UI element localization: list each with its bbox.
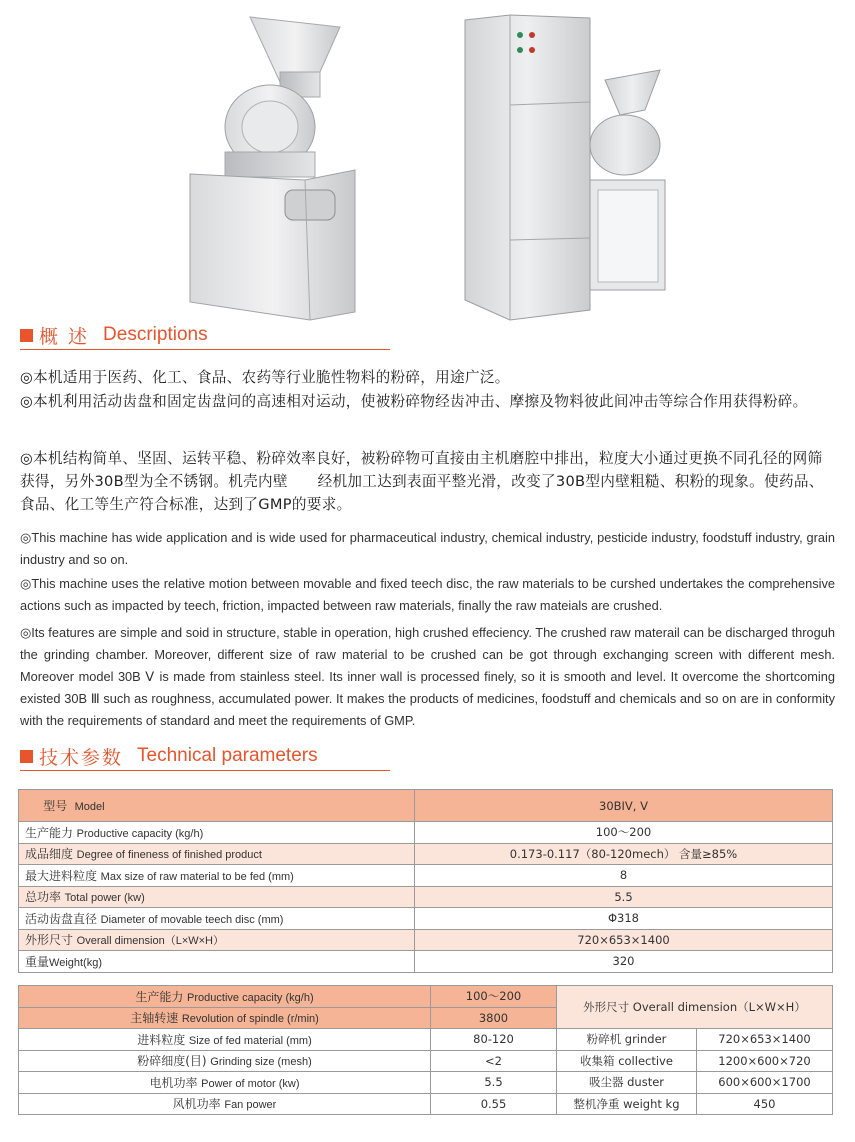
table-row [19,1050,833,1072]
descriptions-heading [20,320,208,350]
table-cell-label: 外形尺寸 Overall dimension（L×W×H） [19,929,415,951]
table-cell-label: 活动齿盘直径 Diameter of movable teech disc (mm) [19,908,415,930]
table-cell-value: 80-120 [431,1029,557,1051]
table-row [19,822,833,844]
table-row [19,1093,833,1115]
grinder-cabinet-illustration [450,10,675,330]
technical-heading [20,741,318,771]
dimension-label: 吸尘器 duster [557,1072,697,1094]
dimension-label: 整机净重 weight kg [557,1093,697,1115]
table-cell-value: 30BIV, V [415,790,833,822]
descriptions-divider [20,349,390,350]
technical-heading-en: Technical parameters [137,745,318,766]
grinder-illustration [170,12,370,327]
description-paragraph-en-3: ◎Its features are simple and soid in structure, stable in operation, high crushed effeciency. The crushed raw materail can be discharged throguh the grinding chamber. Moreover, different size of raw material to be crushed can be got through exchanging screen with different mesh. Moreover model 30B Ⅴ is made from stainless steel. Its inner wall is processed finely, so it is smooth and level. It overcome the shortcoming existed 30B Ⅲ such as roughness, accumulated power. It makes the products of medicines, foodstuff and chemicals and so on are in conformity with the requirements of standard and meet the requirements of GMP. [20,625,835,728]
table-cell-value: 0.173-0.117（80-120mech） 含量≥85% [415,843,833,865]
table-cell-label: 进料粒度 Size of fed material (mm) [19,1029,431,1051]
table-row [19,865,833,887]
table-cell-value: 320 [415,951,833,973]
table-cell-label: 生产能力 Productive capacity (kg/h) [19,822,415,844]
table-cell-value: 100～200 [415,822,833,844]
table-row [19,929,833,951]
description-paragraph-en-2: ◎This machine uses the relative motion between movable and fixed teech disc, the raw materials to be curshed undertakes the comprehensive actions such as impacted by teech, friction, impacted between raw materials, finally the raw mateials are crushed. [20,576,835,613]
table-row [19,843,833,865]
spec-table-single [18,789,833,973]
table-cell-value: <2 [431,1050,557,1072]
table-row [19,1072,833,1094]
table-row [19,951,833,973]
table-cell-label: 主轴转速 Revolution of spindle (r/min) [19,1007,431,1029]
description-paragraph-cn-3: ◎本机结构简单、坚固、运转平稳、粉碎效率良好，被粉碎物可直接由主机磨腔中排出，粒度大小通过更换不同孔径的网筛获得，另外30B型为全不锈钢。机壳内壁 经机加工达到表面平整光滑，改变了30B型内壁粗糙、积粉的现象。使药品、食品、化工等生产符合标准，达到了GMP的要求。 [20,450,824,513]
table-cell-value: 5.5 [431,1072,557,1094]
table-cell-value: 5.5 [415,886,833,908]
heading-square-icon [20,329,33,342]
table-cell-label: 最大进料粒度 Max size of raw material to be fed (mm) [19,865,415,887]
grinder-with-collector-photo [450,10,675,330]
table-row [19,986,833,1008]
dimension-header: 外形尺寸 Overall dimension（L×W×H） [557,986,833,1029]
description-paragraph-cn-2: ◎本机利用活动齿盘和固定齿盘问的高速相对运动，使被粉碎物经齿冲击、摩擦及物料彼此间冲击等综合作用获得粉碎。 [20,393,808,410]
table-row [19,1029,833,1051]
dimension-label: 粉碎机 grinder [557,1029,697,1051]
table-cell-value: 3800 [431,1007,557,1029]
table-row [19,790,833,822]
technical-heading-cn: 技术参数 [39,746,124,769]
heading-square-icon [20,750,33,763]
dimension-value: 600×600×1700 [697,1072,833,1094]
table-cell-value: 100～200 [431,986,557,1008]
table-cell-label: 重量Weight(kg) [19,951,415,973]
descriptions-heading-en: Descriptions [103,324,208,345]
table-cell-value: Φ318 [415,908,833,930]
description-paragraph-cn-1: ◎本机适用于医药、化工、食品、农药等行业脆性物料的粉碎，用途广泛。 [20,369,510,386]
table-cell-label: 电机功率 Power of motor (kw) [19,1072,431,1094]
table-cell-label: 粉碎细度(目) Grinding size (mesh) [19,1050,431,1072]
dimension-label: 收集箱 collective [557,1050,697,1072]
table-cell-label: 风机功率 Fan power [19,1093,431,1115]
descriptions-heading-cn: 概 述 [39,325,90,348]
grinder-photo [170,12,370,327]
table-row [19,908,833,930]
table-row [19,886,833,908]
table-cell-label: 总功率 Total power (kw) [19,886,415,908]
table-cell-value: 0.55 [431,1093,557,1115]
table-cell-value: 8 [415,865,833,887]
dimension-value: 450 [697,1093,833,1115]
technical-divider [20,770,390,771]
dimension-value: 1200×600×720 [697,1050,833,1072]
table-cell-label: 型号 Model [19,790,415,822]
dimension-value: 720×653×1400 [697,1029,833,1051]
description-paragraph-en-1: ◎This machine has wide application and is wide used for pharmaceutical industry, chemical industry, pesticide industry, foodstuff industry, grain industry and so on. [20,530,835,567]
table-cell-label: 成品细度 Degree of fineness of finished product [19,843,415,865]
spec-table-combined [18,985,833,1115]
table-cell-label: 生产能力 Productive capacity (kg/h) [19,986,431,1008]
table-cell-value: 720×653×1400 [415,929,833,951]
